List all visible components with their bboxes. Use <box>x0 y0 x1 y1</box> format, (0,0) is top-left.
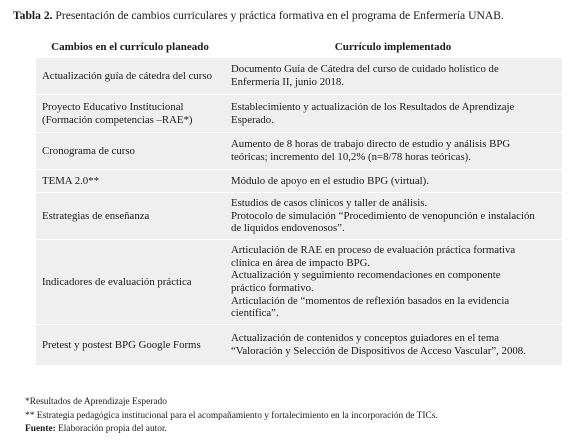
implementation-line: Aumento de 8 horas de trabajo directo de estudio y análisis BPG <box>231 138 511 151</box>
table-caption <box>13 9 504 23</box>
table-row <box>36 170 562 192</box>
row-planned-change: Estrategias de enseñanza <box>36 193 224 239</box>
implementation-line: “Valoración y Selección de Dispositivos de Acceso Vascular”, 2008. <box>231 345 526 357</box>
implementation-line: Establecimiento y actualización de los Resultados de Aprendizaje <box>231 100 515 113</box>
row-implementation <box>224 193 562 239</box>
row-planned-change: Pretest y postest BPG Google Forms <box>36 325 224 365</box>
header-planned-changes: Cambios en el currículo planeado <box>36 37 224 57</box>
caption-label: Tabla 2. <box>13 9 53 22</box>
implementation-line: clínica en área de impacto BPG. <box>231 256 371 269</box>
implementation-line: Protocolo de simulación “Procedimiento de venopunción e instalación <box>231 209 535 222</box>
row-planned-change: Actualización guía de cátedra del curso <box>36 58 224 94</box>
curriculum-table <box>36 36 562 366</box>
implementation-line: Actualización y seguimiento recomendaciones en componente <box>231 269 501 282</box>
implementation-line: teóricas; incremento del 10,2% (n=8/78 horas teóricas). <box>231 151 471 163</box>
implementation-line: Estudios de casos clínicos y taller de análisis. <box>231 196 428 209</box>
table-row <box>36 325 562 365</box>
row-planned-change: Indicadores de evaluación práctica <box>36 240 224 324</box>
implementation-line: Enfermería II, junio 2018. <box>231 76 345 88</box>
implementation-line: Documento Guía de Cátedra del curso de cuidado holístico de <box>231 63 499 76</box>
table-notes <box>25 396 438 437</box>
implementation-line: científica”. <box>231 307 279 320</box>
row-implementation <box>224 95 562 132</box>
row-implementation <box>224 133 562 169</box>
table-row <box>36 133 562 169</box>
table-row <box>36 58 562 94</box>
implementation-line: Articulación de RAE en proceso de evaluación práctica formativa <box>231 243 516 256</box>
table-row <box>36 193 562 239</box>
row-planned-change: TEMA 2.0** <box>36 170 224 192</box>
implementation-line: Articulación de “momentos de reflexión basados en la evidencia <box>231 294 510 307</box>
header-row <box>36 37 562 57</box>
row-planned-change: Cronograma de curso <box>36 133 224 169</box>
source-text: Elaboración propia del autor. <box>55 424 167 435</box>
header-implemented-curriculum: Currículo implementado <box>224 37 562 57</box>
row-implementation <box>224 170 562 192</box>
implementation-line: de líquidos endovenosos”. <box>231 222 345 235</box>
footnote-tema: ** Estrategia pedagógica institucional para el acompañamiento y fortalecimiento en la incorporación de TICs. <box>25 410 438 421</box>
implementation-line: Módulo de apoyo en el estudio BPG (virtual). <box>231 174 429 187</box>
table-row <box>36 240 562 324</box>
footnote-rae: *Resultados de Aprendizaje Esperado <box>25 397 167 407</box>
row-planned-change: Proyecto Educativo Institucional (Formación competencias –RAE*) <box>36 95 224 132</box>
row-implementation <box>224 325 562 365</box>
source-note <box>25 423 438 437</box>
implementation-line: Actualización de contenidos y conceptos guiadores en el tema <box>231 332 500 345</box>
row-implementation <box>224 58 562 94</box>
caption-text: Presentación de cambios curriculares y práctica formativa en el programa de Enfermería UNAB. <box>52 9 504 22</box>
row-implementation <box>224 240 562 324</box>
implementation-line: Esperado. <box>231 113 274 126</box>
source-label: Fuente: <box>25 424 56 435</box>
table-row <box>36 95 562 132</box>
implementation-line: práctico formativo. <box>231 282 314 294</box>
